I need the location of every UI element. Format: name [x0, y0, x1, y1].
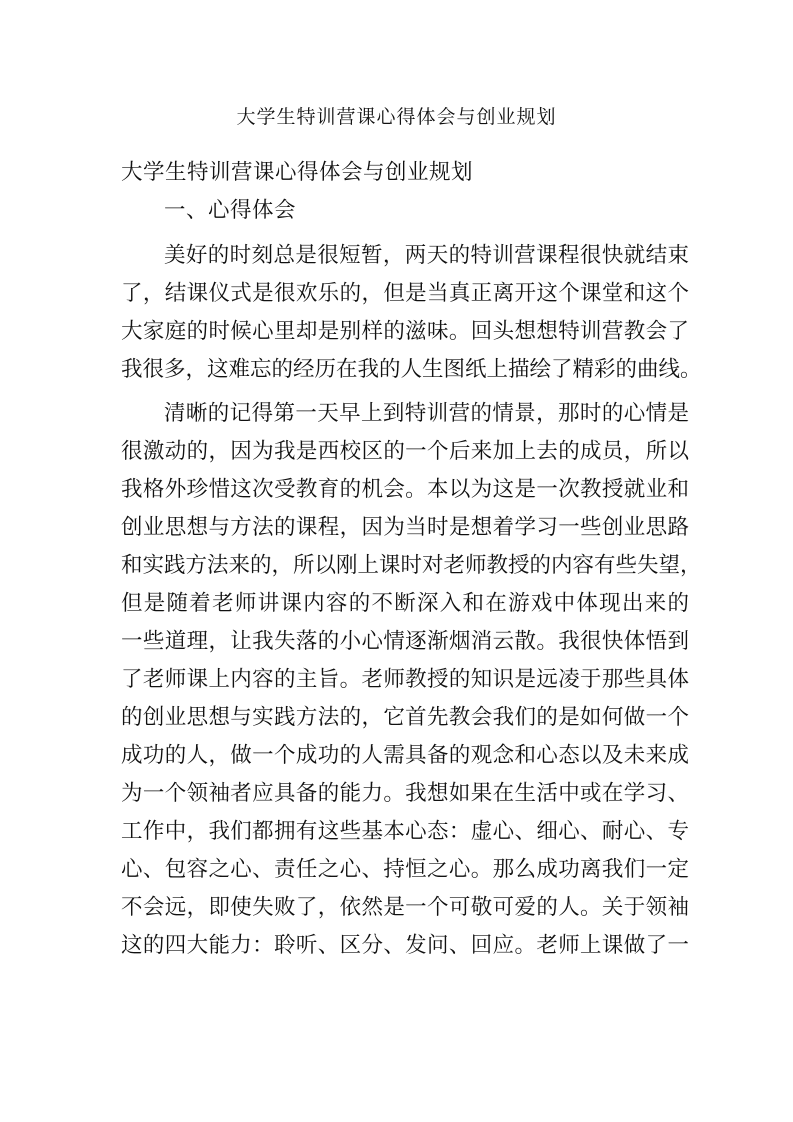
paragraph-line: 为一个领袖者应具备的能力。我想如果在生活中或在学习、: [121, 781, 689, 806]
paragraph-line: 清晰的记得第一天早上到特训营的情景，那时的心情是: [164, 401, 689, 426]
paragraph-line: 成功的人，做一个成功的人需具备的观念和心态以及未来成: [121, 743, 689, 768]
paragraph-2: [121, 399, 702, 969]
paragraph-line: 工作中，我们都拥有这些基本心态：虚心、细心、耐心、专: [121, 819, 689, 844]
paragraph-line: 的创业思想与实践方法的，它首先教会我们的是如何做一个: [121, 705, 689, 730]
document-heading: 大学生特训营课心得体会与创业规划: [121, 160, 474, 185]
paragraph-1: [121, 241, 702, 393]
paragraph-line: 一些道理，让我失落的小心情逐渐烟消云散。我很快体悟到: [121, 629, 689, 654]
paragraph-line: 美好的时刻总是很短暂，两天的特训营课程很快就结束: [164, 243, 689, 268]
paragraph-line: 这的四大能力：聆听、区分、发问、回应。老师上课做了一: [121, 933, 689, 958]
paragraph-line: 不会远，即使失败了，依然是一个可敬可爱的人。关于领袖: [121, 895, 689, 920]
paragraph-line: 我很多，这难忘的经历在我的人生图纸上描绘了精彩的曲线。: [121, 357, 702, 382]
paragraph-line: 了，结课仪式是很欢乐的，但是当真正离开这个课堂和这个: [121, 281, 689, 306]
document-body: [121, 158, 702, 969]
running-header-title: 大学生特训营课心得体会与创业规划: [236, 106, 557, 128]
paragraph-line: 了老师课上内容的主旨。老师教授的知识是远凌于那些具体: [121, 667, 689, 692]
paragraph-line: 但是随着老师讲课内容的不断深入和在游戏中体现出来的: [121, 591, 689, 616]
paragraph-line: 心、包容之心、责任之心、持恒之心。那么成功离我们一定: [121, 857, 689, 882]
paragraph-line: 大家庭的时候心里却是别样的滋味。回头想想特训营教会了: [121, 319, 689, 344]
section-heading: 一、心得体会: [164, 198, 297, 223]
paragraph-line: 和实践方法来的，所以刚上课时对老师教授的内容有些失望，: [121, 553, 702, 578]
paragraph-line: 创业思想与方法的课程，因为当时是想着学习一些创业思路: [121, 515, 689, 540]
paragraph-line: 很激动的，因为我是西校区的一个后来加上去的成员，所以: [121, 439, 689, 464]
paragraph-line: 我格外珍惜这次受教育的机会。本以为这是一次教授就业和: [121, 477, 689, 502]
